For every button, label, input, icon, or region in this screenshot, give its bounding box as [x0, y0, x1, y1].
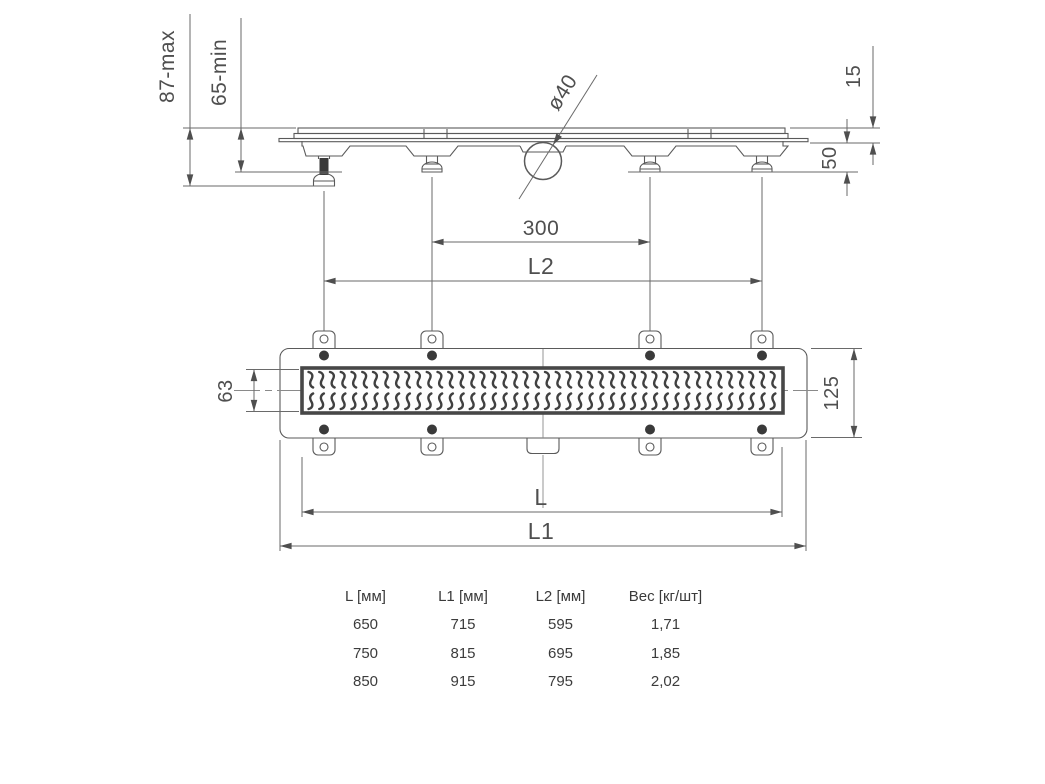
- tab-hole: [428, 443, 436, 451]
- dim-grate-width-label: 63: [215, 379, 237, 403]
- adjustable-foot: [752, 156, 772, 172]
- foot-pad: [314, 174, 335, 187]
- tab-hole: [646, 443, 654, 451]
- tab-hole: [758, 335, 766, 343]
- side-view-dimensions: [183, 14, 880, 331]
- dim-edge-height-label: 15: [843, 64, 865, 88]
- outlet-tab: [527, 439, 559, 454]
- dim-body-width-label: 125: [821, 375, 843, 411]
- table-cell: 650: [352, 616, 379, 634]
- table-cell: 595: [547, 616, 574, 634]
- dim-l-label: L: [534, 484, 548, 510]
- screw-head: [645, 425, 655, 435]
- table-cell: 1,85: [650, 644, 681, 662]
- table-cell: 715: [450, 616, 476, 634]
- tab-hole: [758, 443, 766, 451]
- table-cell: 815: [450, 644, 476, 662]
- table-header-cell: L1 [мм]: [438, 587, 488, 605]
- screw-head: [757, 351, 767, 361]
- tab-hole: [320, 443, 328, 451]
- adjustable-foot: [422, 156, 442, 172]
- screw-head: [427, 425, 437, 435]
- plan-view: [234, 331, 818, 508]
- screw-head: [757, 425, 767, 435]
- adjustable-foot: [640, 156, 660, 172]
- dim-outlet-diameter-label: ø40: [542, 70, 583, 115]
- tab-hole: [428, 335, 436, 343]
- table-cell: 850: [352, 673, 379, 691]
- screw-head: [645, 351, 655, 361]
- screw-head: [319, 351, 329, 361]
- table-cell: 2,02: [650, 673, 681, 691]
- dim-height-max-label: 87-max: [156, 29, 179, 103]
- tab-hole: [320, 335, 328, 343]
- dim-outlet-spacing-label: 300: [522, 217, 560, 240]
- table-header-cell: L [мм]: [345, 587, 386, 605]
- table-cell: 1,71: [650, 616, 681, 634]
- side-view-rail: [279, 128, 808, 142]
- side-view: [279, 128, 808, 186]
- screw-head: [427, 351, 437, 361]
- dimension-labels: [156, 30, 865, 544]
- dim-l2-label: L2: [527, 253, 555, 279]
- table-header-cell: Вес [кг/шт]: [628, 587, 703, 605]
- screw-head: [319, 425, 329, 435]
- table-cell: 695: [547, 644, 574, 662]
- tab-hole: [646, 335, 654, 343]
- dim-l1-label: L1: [527, 518, 555, 544]
- table-cell: 750: [352, 644, 379, 662]
- table-header-cell: L2 [мм]: [535, 587, 586, 605]
- dim-body-height-label: 50: [819, 146, 841, 170]
- size-spec-table: [318, 582, 723, 696]
- dim-height-min-label: 65-min: [208, 38, 231, 106]
- table-cell: 795: [547, 673, 574, 691]
- table-cell: 915: [450, 673, 476, 691]
- adjustable-foot-extended: [314, 156, 335, 186]
